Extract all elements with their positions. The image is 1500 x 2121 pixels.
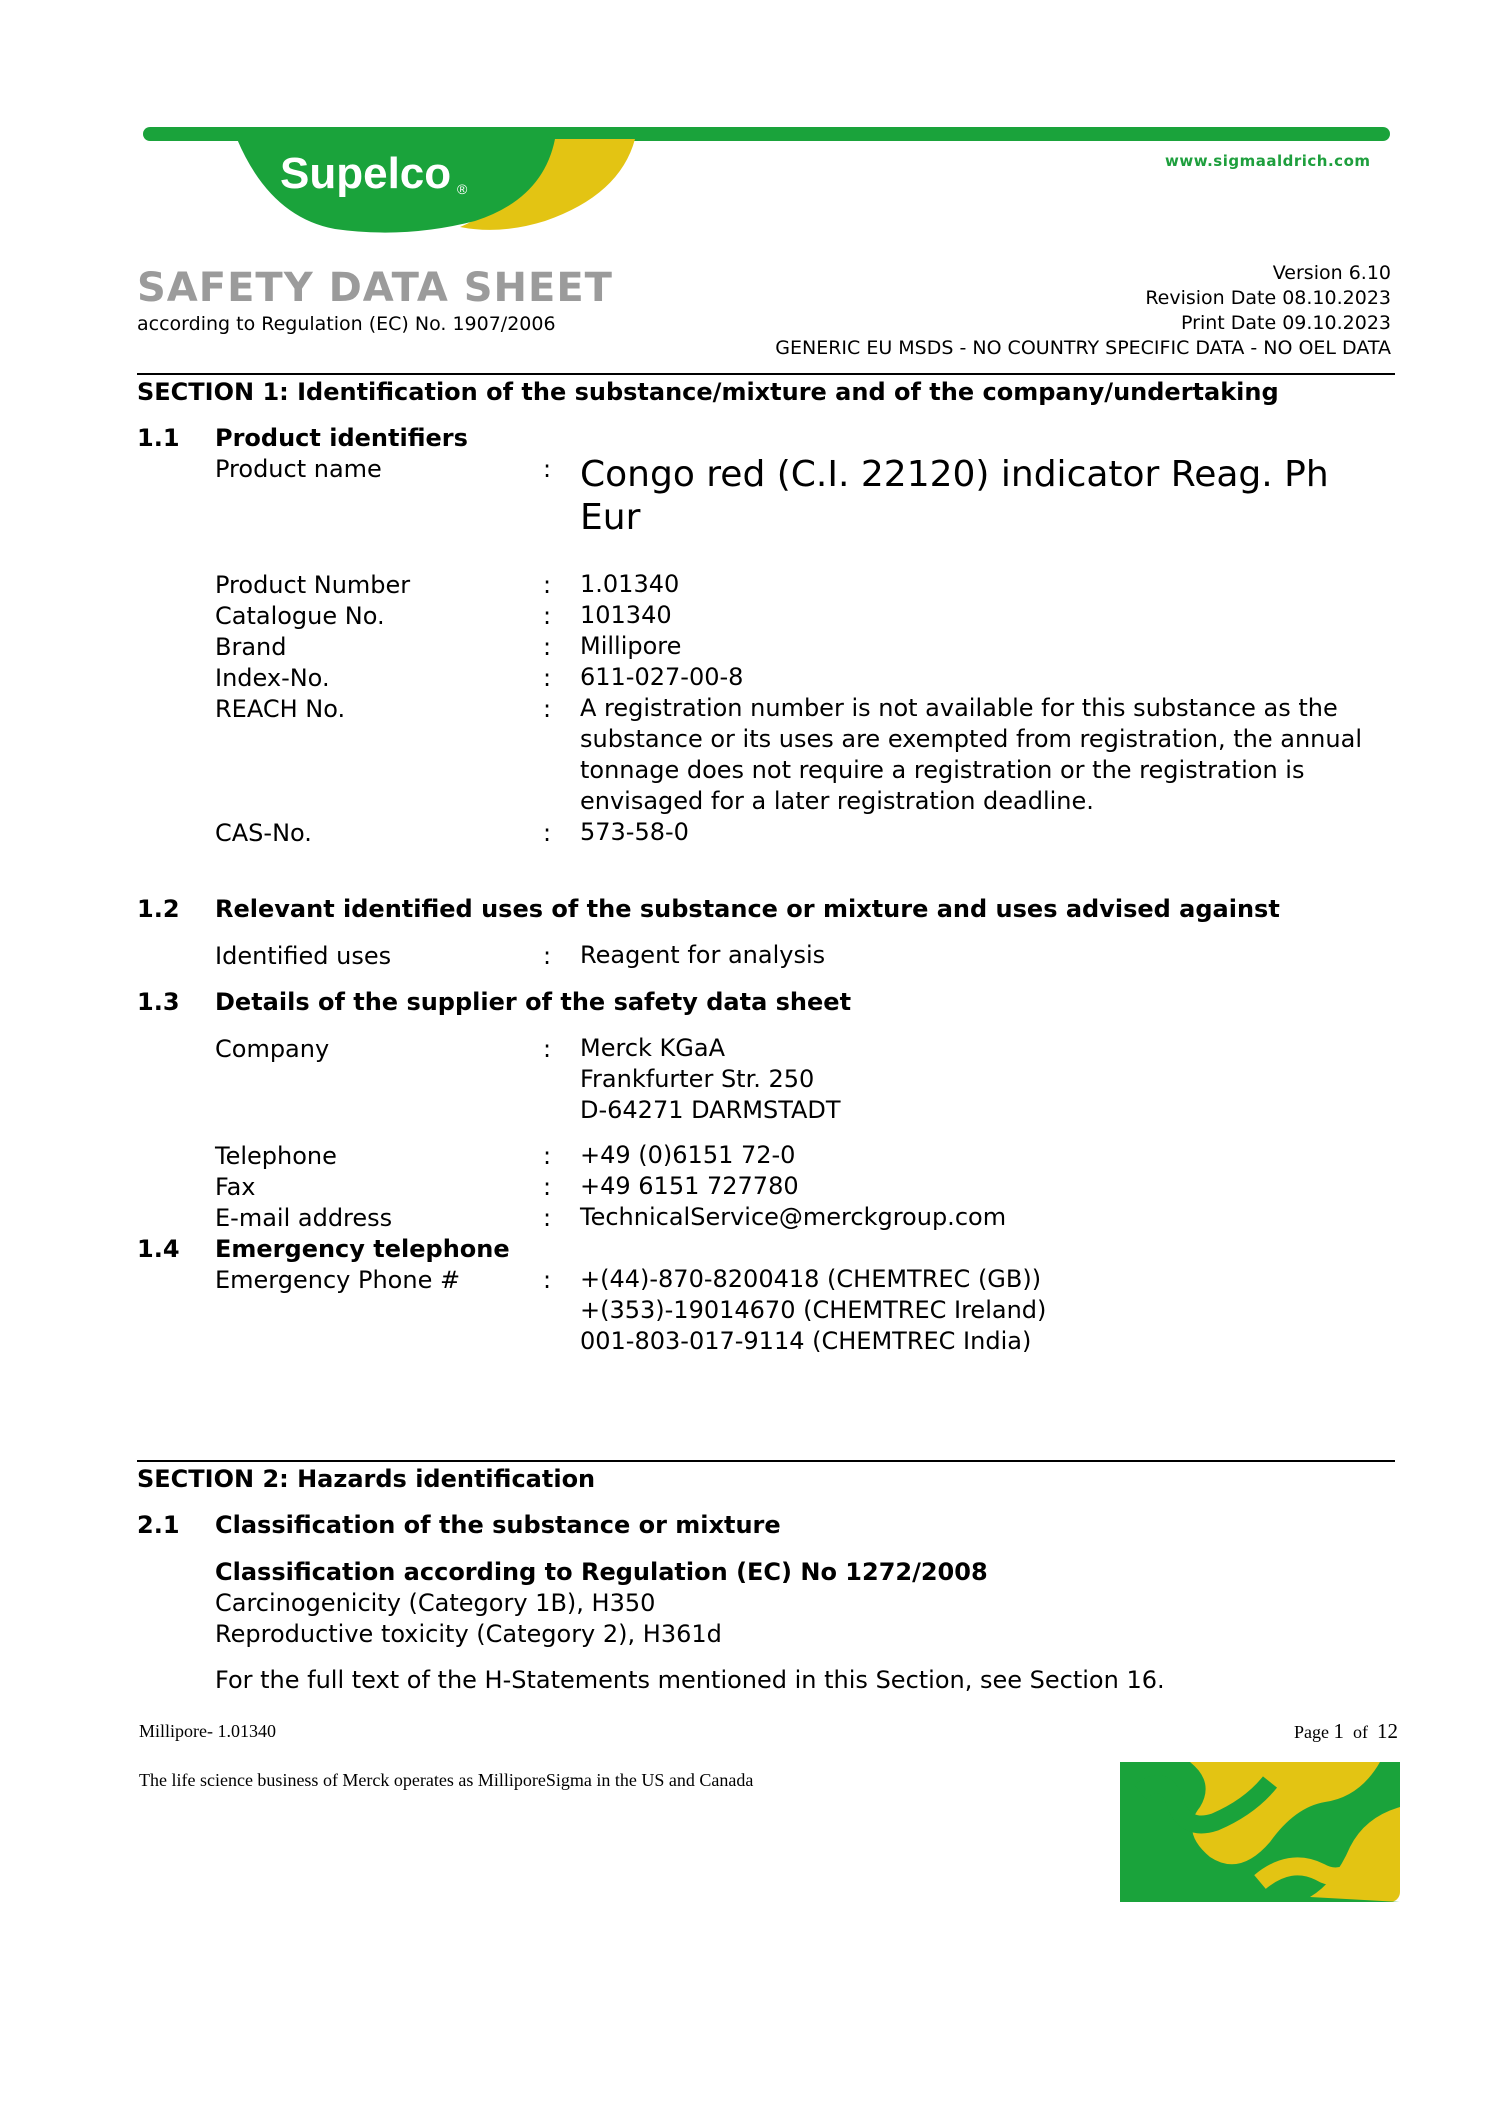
- colon: :: [543, 1266, 552, 1294]
- colon: :: [543, 1173, 552, 1201]
- email-link[interactable]: TechnicalService@merckgroup.com: [580, 1203, 1007, 1231]
- colon: :: [543, 602, 552, 630]
- product-name-label: Product name: [215, 455, 382, 483]
- classification-heading: Classification according to Regulation (EC) No 1272/2008: [215, 1558, 988, 1586]
- logo-brand-text: Supelco: [280, 149, 452, 198]
- version: Version 6.10: [1272, 262, 1391, 284]
- subsection-number: 1.4: [137, 1235, 180, 1263]
- section-divider: [137, 373, 1395, 375]
- identified-uses-label: Identified uses: [215, 942, 392, 970]
- colon: :: [543, 942, 552, 970]
- colon: :: [543, 819, 552, 847]
- document-title: SAFETY DATA SHEET: [137, 265, 613, 311]
- page-total: 12: [1377, 1719, 1398, 1743]
- emergency-phone-ireland[interactable]: +(353)-19014670 (CHEMTREC Ireland): [580, 1296, 1047, 1324]
- fax-value: +49 6151 727780: [580, 1172, 799, 1200]
- section-divider: [137, 1460, 1395, 1462]
- subsection-number: 1.3: [137, 988, 180, 1016]
- h-statements-note: For the full text of the H-Statements mentioned in this Section, see Section 16.: [215, 1666, 1165, 1694]
- page-current: 1: [1333, 1719, 1344, 1743]
- section-2-title: SECTION 2: Hazards identification: [137, 1465, 596, 1493]
- colon: :: [543, 695, 552, 723]
- subsection-number: 2.1: [137, 1511, 180, 1539]
- merck-logo: [1120, 1762, 1400, 1902]
- cas-no-value: 573-58-0: [580, 818, 689, 846]
- business-note: The life science business of Merck operates as MilliporeSigma in the US and Canada: [139, 1770, 754, 1790]
- index-no-value: 611-027-00-8: [580, 663, 744, 691]
- page-of: of: [1353, 1722, 1368, 1742]
- logo-registered-mark: ®: [457, 181, 468, 197]
- email-label: E-mail address: [215, 1204, 393, 1232]
- product-name-value: Congo red (C.I. 22120) indicator Reag. Ph Eur: [580, 454, 1329, 538]
- subsection-number: 1.2: [137, 895, 180, 923]
- colon: :: [543, 1204, 552, 1232]
- supelco-logo: [225, 135, 635, 235]
- company-label: Company: [215, 1035, 330, 1063]
- colon: :: [543, 455, 552, 483]
- colon: :: [543, 1035, 552, 1063]
- subsection-title: Product identifiers: [215, 424, 468, 452]
- company-street: Frankfurter Str. 250: [580, 1065, 815, 1093]
- colon: :: [543, 571, 552, 599]
- subsection-title: Emergency telephone: [215, 1235, 510, 1263]
- classification-item: Reproductive toxicity (Category 2), H361d: [215, 1620, 722, 1648]
- colon: :: [543, 1142, 552, 1170]
- emergency-phone-label: Emergency Phone #: [215, 1266, 461, 1294]
- emergency-phone-gb[interactable]: +(44)-870-8200418 (CHEMTREC (GB)): [580, 1265, 1042, 1293]
- identified-uses-value: Reagent for analysis: [580, 941, 826, 969]
- emergency-phone-india[interactable]: 001-803-017-9114 (CHEMTREC India): [580, 1327, 1032, 1355]
- print-date: Print Date 09.10.2023: [1181, 312, 1391, 334]
- regulation-subtitle: according to Regulation (EC) No. 1907/2006: [137, 313, 556, 335]
- product-number-label: Product Number: [215, 571, 411, 599]
- section-1-title: SECTION 1: Identification of the substance/mixture and of the company/undertaking: [137, 378, 1279, 406]
- telephone-label: Telephone: [215, 1142, 337, 1170]
- subsection-title: Classification of the substance or mixture: [215, 1511, 781, 1539]
- company-city: D-64271 DARMSTADT: [580, 1096, 841, 1124]
- brand-label: Brand: [215, 633, 287, 661]
- product-number-value: 1.01340: [580, 570, 680, 598]
- telephone-value[interactable]: +49 (0)6151 72-0: [580, 1141, 796, 1169]
- reach-no-value: A registration number is not available for this substance as the substance or its uses are exempted from registration, the annual tonnage does not require a registration or the registration is envisaged for a later registration deadline.: [580, 694, 1362, 815]
- reach-no-label: REACH No.: [215, 695, 346, 723]
- page-indicator: [1294, 1719, 1398, 1744]
- generic-note: GENERIC EU MSDS - NO COUNTRY SPECIFIC DATA - NO OEL DATA: [775, 337, 1391, 359]
- footer-product-ref: Millipore- 1.01340: [139, 1721, 276, 1741]
- brand-value: Millipore: [580, 632, 682, 660]
- catalogue-no-value: 101340: [580, 601, 672, 629]
- company-name: Merck KGaA: [580, 1034, 725, 1062]
- subsection-title: Relevant identified uses of the substance or mixture and uses advised against: [215, 895, 1280, 923]
- cas-no-label: CAS-No.: [215, 819, 312, 847]
- index-no-label: Index-No.: [215, 664, 330, 692]
- page-word: Page: [1294, 1722, 1329, 1742]
- website-url[interactable]: www.sigmaaldrich.com: [1165, 152, 1371, 170]
- subsection-title: Details of the supplier of the safety data sheet: [215, 988, 852, 1016]
- fax-label: Fax: [215, 1173, 256, 1201]
- catalogue-no-label: Catalogue No.: [215, 602, 385, 630]
- colon: :: [543, 633, 552, 661]
- subsection-number: 1.1: [137, 424, 180, 452]
- colon: :: [543, 664, 552, 692]
- classification-item: Carcinogenicity (Category 1B), H350: [215, 1589, 656, 1617]
- revision-date: Revision Date 08.10.2023: [1145, 287, 1391, 309]
